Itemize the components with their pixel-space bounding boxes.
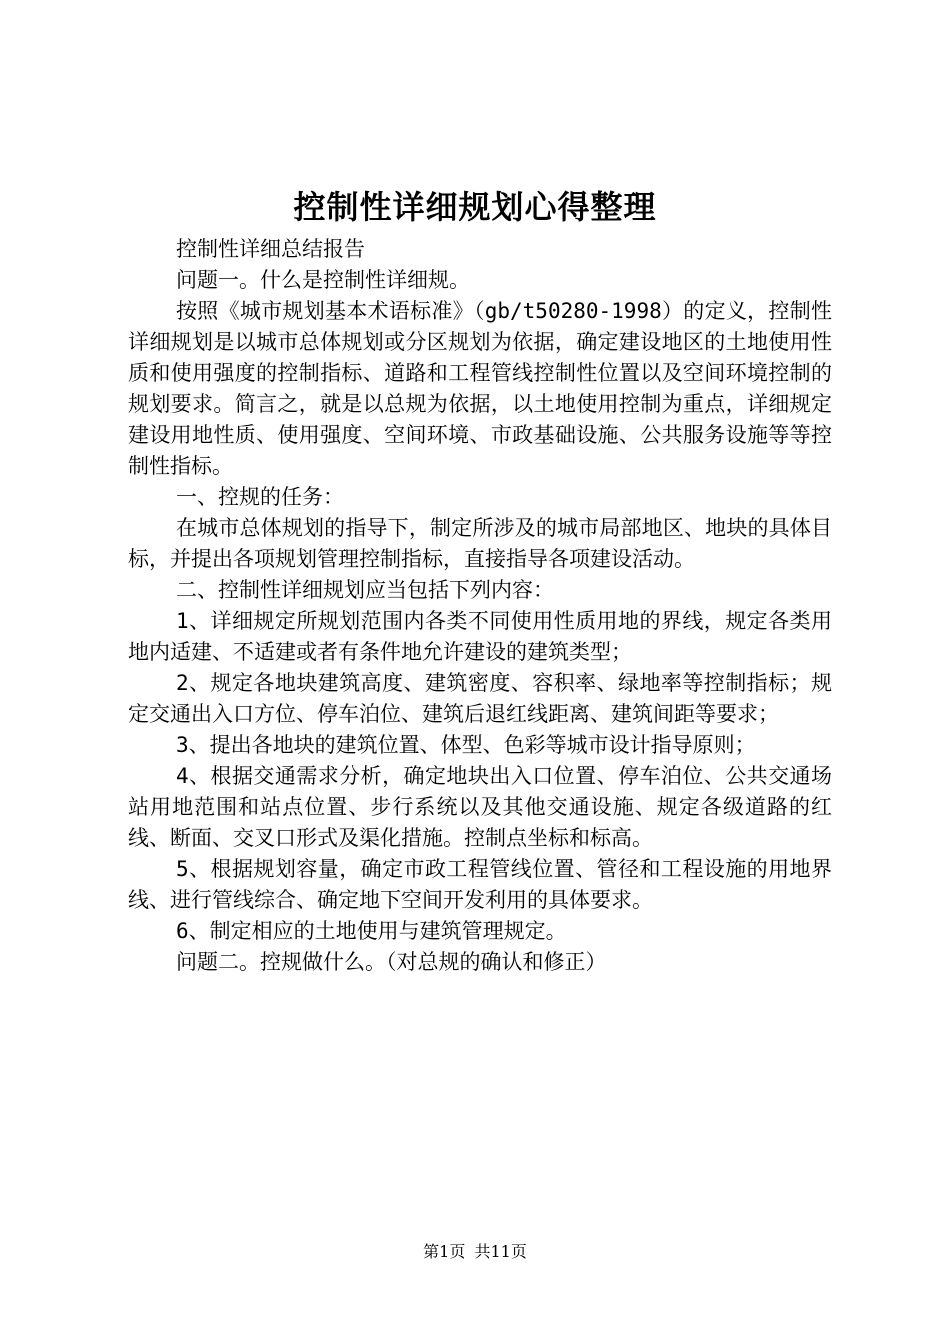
document-body <box>128 234 832 978</box>
paragraph: 二、控制性详细规划应当包括下列内容： <box>176 578 554 602</box>
paragraph: 一、控规的任务： <box>176 485 344 509</box>
paragraph: 3、提出各地块的建筑位置、体型、色彩等城市设计指导原则； <box>176 733 756 757</box>
paragraph: 按照《城市规划基本术语标准》（gb/t50280-1998）的定义，控制性详细规划是以城市总体规划或分区规划为依据，确定建设地区的土地使用性质和使用强度的控制指标、道路和工程管线控制性位置以及空间环境控制的规划要求。简言之，就是以总规为依据，以土地使用控制为重点，详细规定建设用地性质、使用强度、空间环境、市政基础设施、公共服务设施等等控制性指标。 <box>128 299 832 478</box>
paragraph: 问题一。什么是控制性详细规。 <box>176 268 470 292</box>
page-number: 第1页 <box>423 1242 466 1261</box>
page-footer <box>0 1240 950 1264</box>
paragraph: 4、根据交通需求分析，确定地块出入口位置、停车泊位、公共交通场站用地范围和站点位置、步行系统以及其他交通设施、规定各级道路的红线、断面、交叉口形式及渠化措施。控制点坐标和标高。 <box>128 764 832 850</box>
paragraph: 在城市总体规划的指导下，制定所涉及的城市局部地区、地块的具体目标，并提出各项规划管理控制指标，直接指导各项建设活动。 <box>128 516 832 571</box>
document-title: 控制性详细规划心得整理 <box>293 188 657 226</box>
paragraph: 2、规定各地块建筑高度、建筑密度、容积率、绿地率等控制指标；规定交通出入口方位、停车泊位、建筑后退红线距离、建筑间距等要求； <box>128 671 832 726</box>
paragraph: 6、制定相应的土地使用与建筑管理规定。 <box>176 919 567 943</box>
paragraph: 控制性详细总结报告 <box>176 237 365 261</box>
paragraph: 问题二。控规做什么。（对总规的确认和修正） <box>176 950 607 974</box>
paragraph: 1、详细规定所规划范围内各类不同使用性质用地的界线，规定各类用地内适建、不适建或者有条件地允许建设的建筑类型； <box>128 609 832 664</box>
paragraph: 5、根据规划容量，确定市政工程管线位置、管径和工程设施的用地界线、进行管线综合、确定地下空间开发利用的具体要求。 <box>128 857 832 912</box>
page-total: 共11页 <box>474 1242 527 1261</box>
